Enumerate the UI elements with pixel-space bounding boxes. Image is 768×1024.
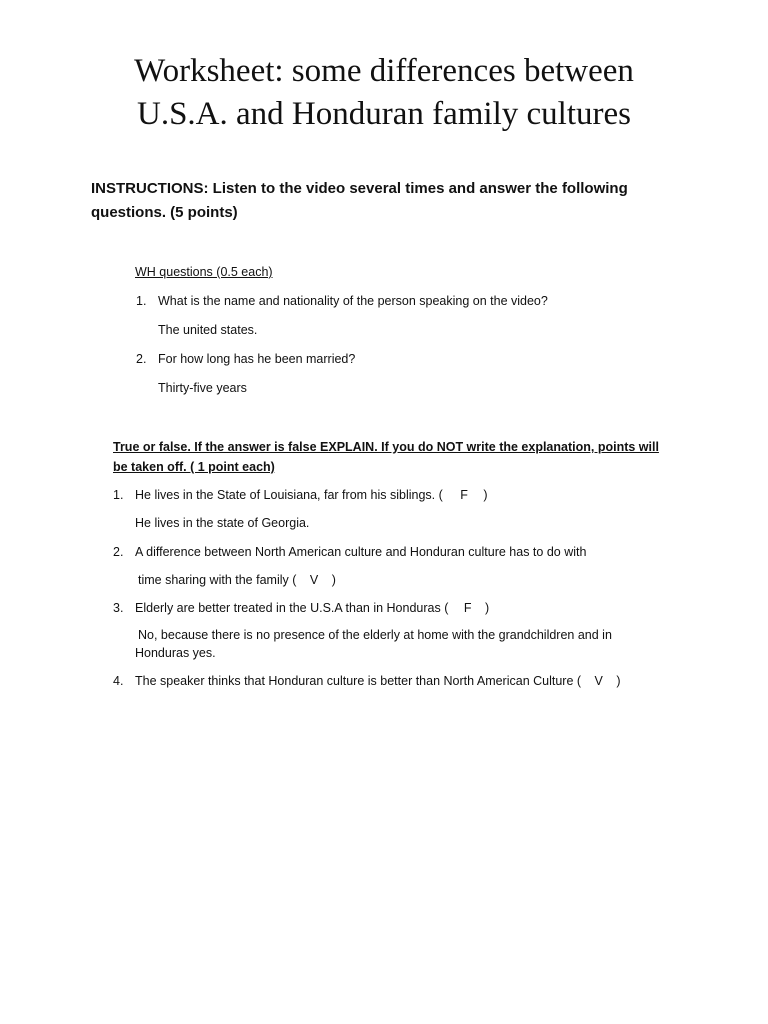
title-line-1: Worksheet: some differences between <box>134 53 634 89</box>
tf-item-number: 4. <box>113 674 124 688</box>
tf-statement-text: The speaker thinks that Honduran culture is better than North American Culture ( <box>135 674 582 688</box>
tf-explanation: He lives in the state of Georgia. <box>135 516 310 530</box>
wh-question-text: What is the name and nationality of the person speaking on the video? <box>158 294 548 308</box>
instructions-text: INSTRUCTIONS: Listen to the video several times and answer the following questions. (5 points) <box>91 180 628 221</box>
tf-answer-mark: F <box>460 488 468 502</box>
tf-statement-text: time sharing with the family ( <box>138 573 297 587</box>
tf-item-statement: A difference between North American culture and Honduran culture has to do with <box>135 545 587 559</box>
page-title <box>0 50 768 136</box>
tf-close-paren: ) <box>331 573 336 587</box>
tf-answer-mark: V <box>309 573 319 587</box>
tf-explanation-line: Honduras yes. <box>135 646 216 660</box>
tf-close-paren: ) <box>484 601 490 615</box>
true-false-heading: True or false. If the answer is false EXPLAIN. If you do NOT write the explanation, points will be taken off. ( 1 point each) <box>113 440 659 474</box>
tf-statement-text: He lives in the State of Louisiana, far from his siblings. ( <box>135 488 443 502</box>
title-line-2: U.S.A. and Honduran family cultures <box>137 96 631 132</box>
wh-questions-heading: WH questions (0.5 each) <box>135 265 273 279</box>
wh-question-text: For how long has he been married? <box>158 352 356 366</box>
tf-item-statement-continued <box>138 573 336 587</box>
tf-answer-mark: F <box>463 601 472 615</box>
tf-item-number: 3. <box>113 601 124 615</box>
wh-answer-text: Thirty-five years <box>158 381 247 395</box>
tf-close-paren: ) <box>483 488 488 502</box>
tf-explanation-line: No, because there is no presence of the elderly at home with the grandchildren and in <box>138 628 612 642</box>
tf-item-number: 2. <box>113 545 124 559</box>
tf-item-statement <box>135 674 621 688</box>
tf-item-statement <box>135 488 488 502</box>
wh-question-number: 1. <box>136 294 147 308</box>
tf-answer-mark: V <box>594 674 603 688</box>
wh-answer-text: The united states. <box>158 323 258 337</box>
tf-item-statement <box>135 601 489 615</box>
tf-close-paren: ) <box>616 674 621 688</box>
tf-item-number: 1. <box>113 488 124 502</box>
wh-question-number: 2. <box>136 352 147 366</box>
tf-statement-text: Elderly are better treated in the U.S.A than in Honduras ( <box>135 601 449 615</box>
